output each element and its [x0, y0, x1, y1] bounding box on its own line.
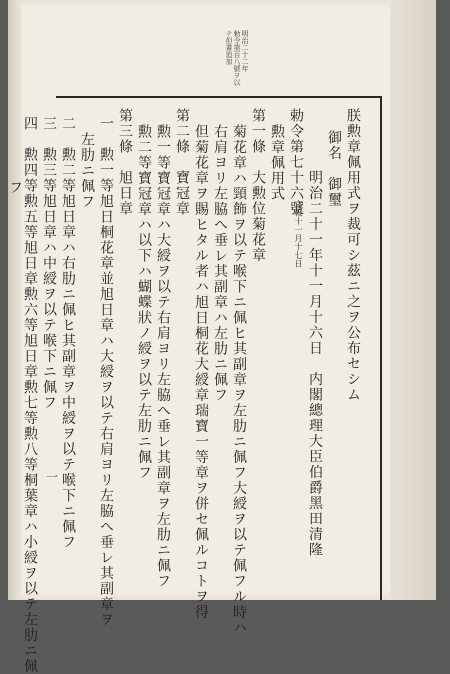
text-line-article-3: 第三條 旭日章: [117, 108, 133, 217]
text-line: 但菊花章ヲ賜ヒタル者ハ旭日桐花大綬章瑞寶一等章ヲ併セ佩ルコトヲ得: [193, 124, 209, 620]
header-note-line: テ但書追加: [225, 30, 233, 65]
next-page-edge: [390, 0, 436, 600]
header-note-line: 明治二十二年: [241, 30, 249, 72]
margin-mark: 一: [46, 470, 59, 484]
text-line: 菊花章ハ頸飾ヲ以テ喉下ニ佩ヒ其副章ヲ左肋ニ佩フ大綬ヲ以テ佩フル時ハ: [231, 124, 247, 636]
text-line: 二 勲二等旭日章ハ右肋ニ佩ヒ其副章ヲ中綬ヲ以テ喉下ニ佩フ: [60, 116, 76, 550]
date-note: 官報十一月十七日: [294, 200, 303, 268]
text-line: 勲二等寶冠章ハ以下ハ蝴蝶狀ノ綬ヲ以テ左肋ニ佩フ: [136, 124, 152, 481]
text-line: 勲一等寶冠章ハ大綬ヲ以テ右肩ヨリ左脇へ垂レ其副章ヲ左肋ニ佩フ: [155, 124, 171, 589]
document-page: [7, 0, 436, 674]
text-line: 一 勲一等旭日桐花章並旭日章ハ大綬ヲ以テ右肩ヨリ左脇へ垂レ其副章ヲ: [98, 116, 114, 628]
text-line: 左肋ニ佩フ: [79, 132, 95, 210]
text-line: 三 勲三等旭日章ハ中綬ヲ以テ喉下ニ佩フ: [41, 116, 57, 411]
text-line: 四 勲四等勲五等旭日章勲六等旭日章勲七等勲八等桐葉章ハ小綬ヲ以テ左肋ニ佩: [22, 116, 38, 674]
page-gutter: [8, 0, 22, 600]
text-line-article-1: 第一條 大勲位菊花章: [250, 108, 266, 263]
text-line-date-signature: 明治二十一年十一月十六日 内閣總理大臣伯爵黑田清隆: [307, 170, 323, 558]
text-line: フ: [7, 180, 23, 196]
text-line-article-2: 第二條 寶冠章: [174, 108, 190, 217]
text-line-title: 勲章佩用式: [269, 124, 285, 202]
header-note-line: 勅令第百八號ヲ以: [233, 30, 241, 86]
frame-right-rule: [380, 96, 382, 600]
text-line-ordinance-number: 勅令第七十六號: [288, 108, 304, 217]
text-line: 右肩ヨリ左脇へ垂レ其副章ハ左肋ニ佩フ: [212, 124, 228, 403]
text-line-seal: 御名 御璽: [326, 130, 342, 208]
text-line-promulgation: 朕勲章佩用式ヲ裁可シ茲ニ之ヲ公布セシム: [345, 108, 361, 403]
frame-top-rule: [56, 96, 382, 98]
